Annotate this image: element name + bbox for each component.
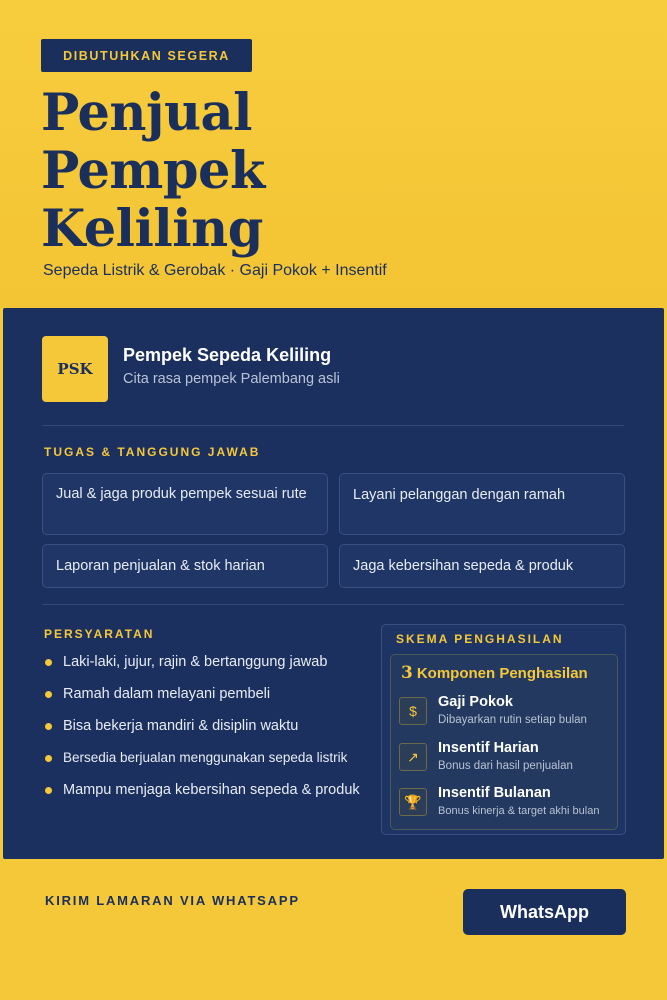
whatsapp-button[interactable]: WhatsApp [463,889,626,935]
income-count: 3 [401,663,413,683]
income-item-name: Gaji Pokok [438,694,513,710]
duty-card: Jaga kebersihan sepeda & produk [339,544,625,588]
requirements-list [43,652,360,812]
bullet-icon [45,659,52,666]
list-item: Bersedia berjualan menggunakan sepeda listrik [43,748,360,780]
apply-label: KIRIM LAMARAN VIA WHATSAPP [45,893,300,908]
page-subtitle: Sepeda Listrik & Gerobak · Gaji Pokok + Insentif [43,262,387,279]
income-title-text: Komponen Penghasilan [416,665,588,682]
income-item-name: Insentif Bulanan [438,785,551,801]
brand-name: Pempek Sepeda Keliling [123,345,332,365]
bullet-icon [45,787,52,794]
title-line-2: Pempek [41,141,265,201]
urgent-badge: DIBUTUHKAN SEGERA [41,39,252,72]
bullet-icon [45,691,52,698]
chart-up-icon: ↗ [399,743,427,771]
title-line-3: Keliling [41,199,263,259]
brand-tagline: Cita rasa pempek Palembang asli [123,371,340,387]
duty-card: Jual & jaga produk pempek sesuai rute [42,473,328,535]
brand-logo: PSK [42,336,108,402]
money-bag-icon: $ [399,697,427,725]
list-item: Mampu menjaga kebersihan sepeda & produk [43,780,360,812]
title-line-1: Penjual [41,83,252,143]
requirements-heading: PERSYARATAN [44,627,155,641]
income-item-desc: Bonus dari hasil penjualan [438,760,573,772]
bullet-icon [45,723,52,730]
income-item-name: Insentif Harian [438,740,539,756]
list-item: Laki-laki, jujur, rajin & bertanggung jawab [43,652,360,684]
income-heading: SKEMA PENGHASILAN [396,632,564,646]
duty-card: Laporan penjualan & stok harian [42,544,328,588]
income-title [401,663,588,683]
duty-card: Layani pelanggan dengan ramah [339,473,625,535]
divider [42,604,624,605]
divider [42,425,624,426]
list-item: Ramah dalam melayani pembeli [43,684,360,716]
income-item-desc: Bonus kinerja & target akhi bulan [438,805,600,817]
income-item-desc: Dibayarkan rutin setiap bulan [438,714,587,726]
page-title [41,84,265,258]
trophy-icon: 🏆 [399,788,427,816]
duties-heading: TUGAS & TANGGUNG JAWAB [44,445,261,459]
bullet-icon [45,755,52,762]
list-item: Bisa bekerja mandiri & disiplin waktu [43,716,360,748]
